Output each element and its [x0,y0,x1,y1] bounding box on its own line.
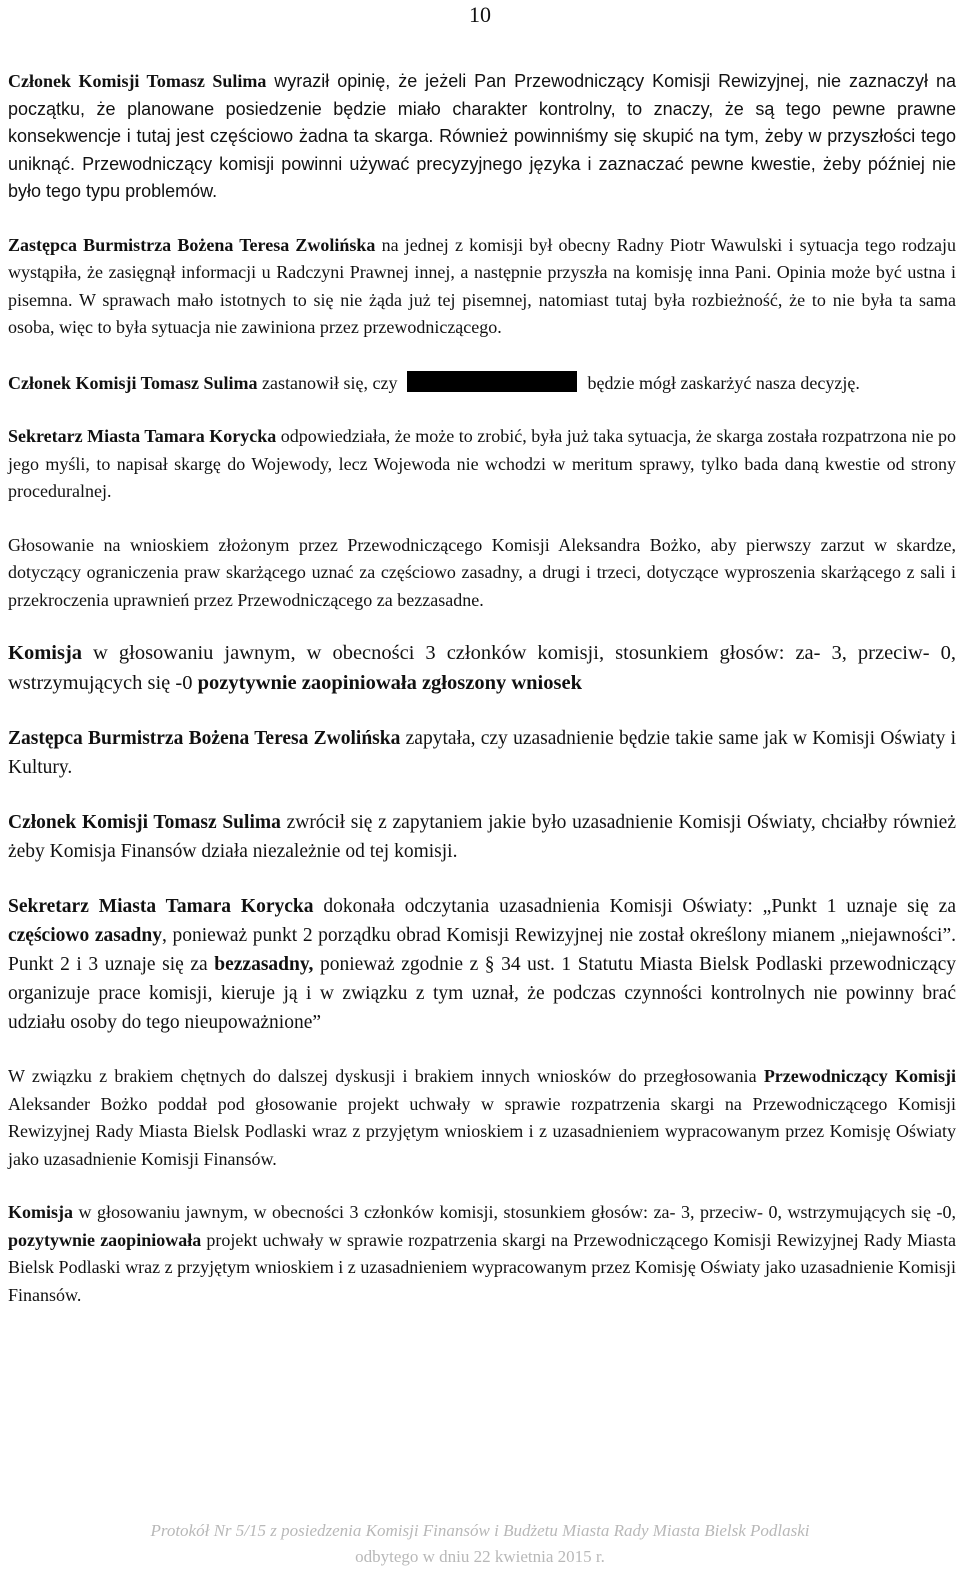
vote-result: pozytywnie zaopiniowała [8,1229,202,1250]
paragraph-korycka-answer [8,423,956,506]
paragraph-sulima-question [8,808,956,866]
paragraph-korycka-justification [8,892,956,1037]
speaker-name: Sekretarz Miasta Tamara Korycka [8,896,314,917]
paragraph-text: będzie mógł zaskarżyć nasza decyzję. [587,372,860,393]
speaker-name: Zastępca Burmistrza Bożena Teresa Zwolińska [8,234,376,255]
speaker-name: Zastępca Burmistrza Bożena Teresa Zwolińska [8,728,401,749]
paragraph-text: W związku z brakiem chętnych do dalszej dyskusji i brakiem innych wniosków do przegłosowania [8,1066,764,1086]
page-footer [0,1518,960,1570]
paragraph-zwolinska-commission [8,232,956,342]
emphasis-text: częściowo zasadny [8,925,162,946]
speaker-name: Przewodniczący Komisji [763,1066,956,1086]
paragraph-text: na jednej z komisji był obecny Radny Piotr Wawulski i sytuacja tego rodzaju wystąpiła, że zasięgnął informacji u Radczyni Prawnej innej, a następnie przyszła na komisję inna Pani. Opinia może być ustna i pisemna. W sprawach mało istotnych to się nie żąda już tej pisemnej, natomiast tutaj była rozbieżność, że to nie była ta sama osoba, więc to była sytuacja nie zawiniona przez przewodniczącego. [8,234,956,337]
page-number: 10 [469,2,491,27]
paragraph-text: w głosowaniu jawnym, w obecności 3 członków komisji, stosunkiem głosów: za- 3, przeciw- 0, wstrzymujących się -0 [8,642,956,694]
vote-result: pozytywnie zaopiniowała zgłoszony wniosek [197,672,582,694]
document-body [8,68,956,1309]
paragraph-text: wyraził opinię, że jeżeli Pan Przewodniczący Komisji Rewizyjnej, nie zaznaczył na początku, że planowane posiedzenie będzie miało charakter kontrolny, to znaczy, że są tego pewne prawne konsekwencje i tutaj jest częściowo żadna ta skarga. [8,71,956,146]
paragraph-text: Aleksander Bożko poddał pod głosowanie projekt uchwały w sprawie rozpatrzenia skargi na Przewodniczącego Komisji Rewizyjnej Rady Miasta Bielsk Podlaski wraz z przyjętym wnioskiem i z uzasadnieniem wypracowanym przez Komisję Oświaty jako uzasadnienie Komisji Finansów. [8,1093,956,1169]
paragraph-sulima-appeal [8,370,956,398]
paragraph-text: projekt uchwały w sprawie rozpatrzenia skargi na Przewodniczącego Komisji Rewizyjnej Rady Miasta Bielsk Podlaski wraz z przyjętym wnioskiem i z uzasadnieniem wypracowanym przez Komisję Oświaty jako uzasadnienie Komisji Finansów. [8,1229,956,1305]
paragraph-text: odpowiedziała, że może to zrobić, była już taka sytuacja, że skarga została rozpatrzona nie po jego myśli, to napisał skargę do Wojewody, lecz Wojewoda nie wchodzi w meritum sprawy, tylko bada daną kwestie od strony proceduralnej. [8,426,956,501]
speaker-name: Komisja [8,642,83,664]
paragraph-text: w głosowaniu jawnym, w obecności 3 członków komisji, stosunkiem głosów: za- 3, przeciw- 0, wstrzymujących się -0, [73,1202,956,1222]
speaker-name: Członek Komisji Tomasz Sulima [8,372,258,393]
paragraph-text: zwrócił się z zapytaniem jakie było uzasadnienie Komisji Oświaty, chciałby również żeby Komisja Finansów działa niezależnie od tej komisji. [8,812,956,862]
paragraph-chairman-vote [8,1063,956,1173]
paragraph-zwolinska-question [8,724,956,782]
speaker-name: Komisja [8,1202,73,1222]
redaction-block [407,371,577,392]
footer-meeting-date: odbytego w dniu 22 kwietnia 2015 r. [355,1547,605,1566]
paragraph-text: Również powinniśmy się skupić na tym, żeby w przyszłości tego uniknąć. Przewodniczący komisji powinni używać precyzyjnego języka i zaznaczać pewne kwestie, żeby później nie było tego typu problemów. [8,126,957,201]
speaker-name: Sekretarz Miasta Tamara Korycka [8,426,277,446]
speaker-name: Członek Komisji Tomasz Sulima [8,71,267,91]
paragraph-text: zapytała, czy uzasadnienie będzie takie same jak w Komisji Oświaty i Kultury. [8,728,957,778]
emphasis-text: bezzasadny, [214,954,314,975]
paragraph-text: dokonała odczytania uzasadnienia Komisji Oświaty: „Punkt 1 uznaje się za [313,896,956,917]
paragraph-text: , ponieważ punkt 2 porządku obrad Komisji Rewizyjnej nie został określony mianem „niejawności”. Punkt 2 i 3 uznaje się za [8,925,956,975]
paragraph-vote-result-2 [8,1199,956,1309]
paragraph-text: zastanowił się, czy [257,372,398,393]
footer-protocol-title: Protokół Nr 5/15 z posiedzenia Komisji Finansów i Budżetu Miasta Rady Miasta Bielsk Podlaski [150,1521,810,1540]
paragraph-sulima-opinion [8,68,956,206]
paragraph-vote-result-1 [8,638,956,698]
paragraph-text: ponieważ zgodnie z § 34 ust. 1 Statutu Miasta Bielsk Podlaski przewodniczący organizuje prace komisji, kieruje ją i w związku z tym uznał, że podczas czynności kontrolnych nie powinny brać udziału osoby do tego nieupoważnione” [8,954,956,1033]
speaker-name: Członek Komisji Tomasz Sulima [8,812,281,833]
paragraph-text: Głosowanie na wnioskiem złożonym przez Przewodniczącego Komisji Aleksandra Bożko, aby pierwszy zarzut w skardze, dotyczący ograniczenia praw skarżącego uznać za częściowo zasadny, a drugi i trzeci, dotyczące wyproszenia skarżącego z sali i przekroczenia uprawnień przez Przewodniczącego za bezzasadne. [8,534,956,610]
paragraph-vote-motion [8,532,956,615]
